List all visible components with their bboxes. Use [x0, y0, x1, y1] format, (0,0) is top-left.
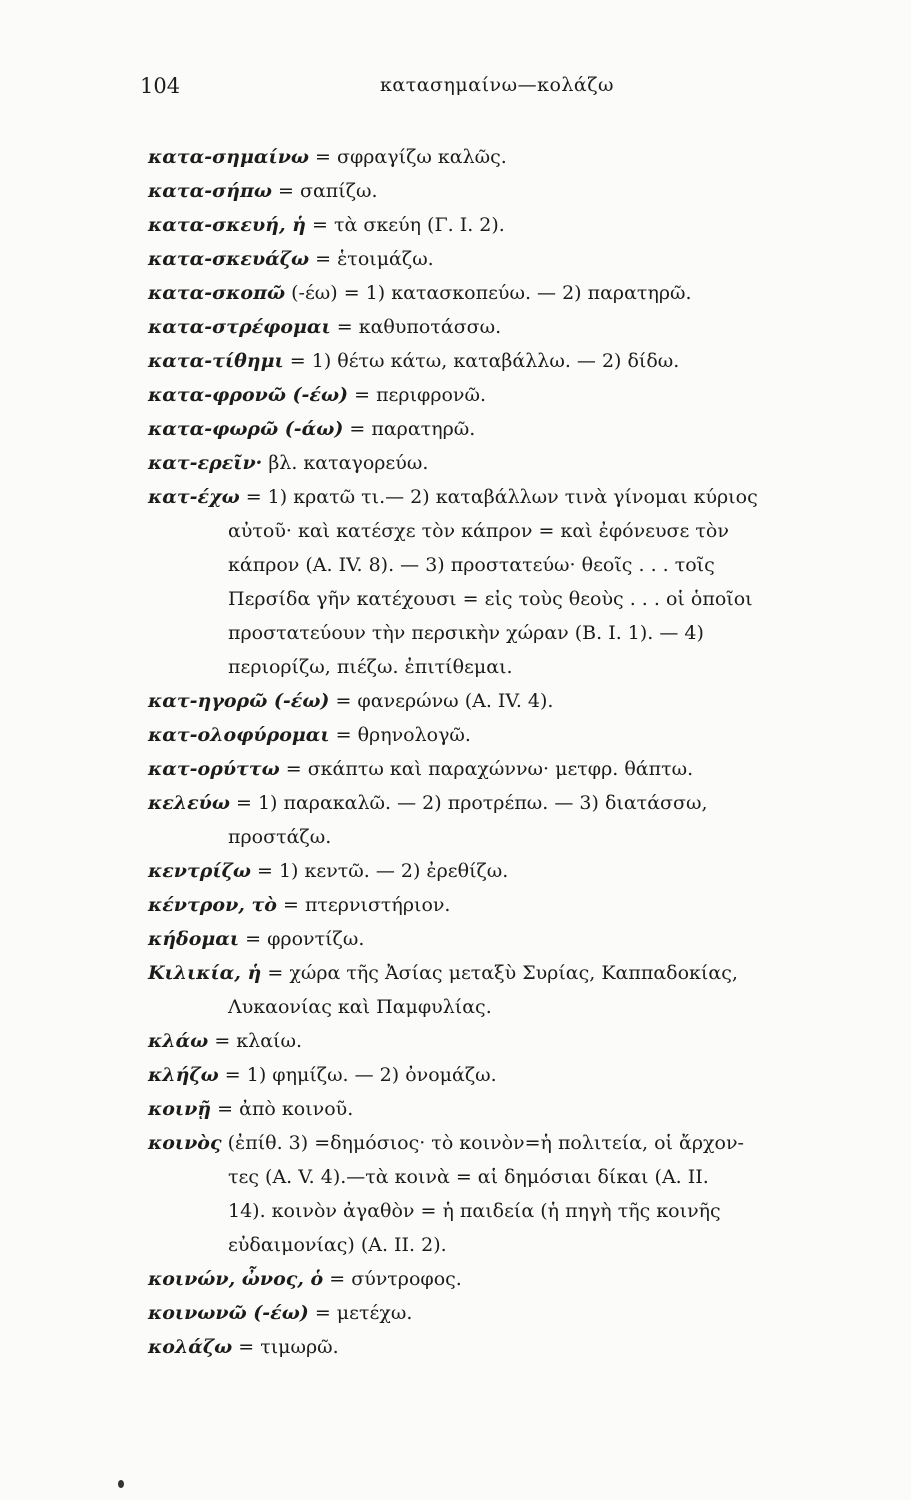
- dictionary-entry: [148, 140, 888, 174]
- headword: κοινωνῶ (-έω): [148, 1302, 309, 1324]
- entry-list: [148, 140, 888, 1364]
- headword: κοινῇ: [148, 1098, 212, 1120]
- definition-text: προστατεύουν τὴν περσικὴν χώραν (Β. Ι. 1). — 4): [228, 622, 704, 644]
- dictionary-entry: [148, 854, 888, 888]
- entry-continuation-line: [148, 514, 888, 548]
- headword: κελεύω: [148, 792, 230, 814]
- headword: κοινών, ὦνος, ὁ: [148, 1268, 324, 1290]
- entry-continuation-line: [148, 1194, 888, 1228]
- entry-first-line: [148, 310, 888, 344]
- definition-text: = σφραγίζω καλῶς.: [315, 146, 507, 168]
- entry-first-line: [148, 140, 888, 174]
- dictionary-entry: [148, 480, 888, 684]
- entry-first-line: [148, 888, 888, 922]
- definition-text: = κλαίω.: [214, 1030, 303, 1052]
- definition-text: εὐδαιμονίας) (Α. II. 2).: [228, 1234, 447, 1256]
- definition-text: = τὰ σκεύη (Γ. Ι. 2).: [312, 214, 505, 236]
- entry-first-line: [148, 378, 888, 412]
- entry-first-line: [148, 344, 888, 378]
- definition-text: τες (Α. V. 4).—τὰ κοινὰ = αἱ δημόσιαι δίκαι (Α. II.: [228, 1166, 709, 1188]
- definition-text: = χώρα τῆς Ἀσίας μεταξὺ Συρίας, Καππαδοκίας,: [267, 962, 738, 984]
- definition-text: = σύντροφος.: [329, 1268, 462, 1290]
- dictionary-entry: [148, 1024, 888, 1058]
- entry-first-line: [148, 446, 888, 480]
- entry-first-line: [148, 684, 888, 718]
- definition-text: = ἀπὸ κοινοῦ.: [217, 1098, 354, 1120]
- headword: κοινὸς: [148, 1132, 222, 1154]
- entry-first-line: [148, 208, 888, 242]
- headword: κατα-σκευάζω: [148, 248, 310, 270]
- definition-text: = φροντίζω.: [245, 928, 365, 950]
- dictionary-entry: [148, 888, 888, 922]
- headword: κατ-ερεῖν·: [148, 452, 263, 474]
- entry-continuation-line: [148, 582, 888, 616]
- dictionary-entry: [148, 1296, 888, 1330]
- definition-text: περιορίζω, πιέζω. ἐπιτίθεμαι.: [228, 656, 513, 678]
- dictionary-entry: [148, 684, 888, 718]
- dictionary-entry: [148, 412, 888, 446]
- headword: κήδομαι: [148, 928, 240, 950]
- dictionary-entry: [148, 1330, 888, 1364]
- entry-continuation-line: [148, 990, 888, 1024]
- definition-text: = τιμωρῶ.: [238, 1336, 339, 1358]
- dictionary-entry: [148, 276, 888, 310]
- entry-first-line: [148, 276, 888, 310]
- headword: κατα-σκοπῶ: [148, 282, 286, 304]
- definition-text: 14). κοινὸν ἀγαθὸν = ἡ παιδεία (ἡ πηγὴ τῆς κοινῆς: [228, 1200, 721, 1222]
- dictionary-entry: [148, 1262, 888, 1296]
- dictionary-entry: [148, 718, 888, 752]
- definition-text: (ἐπίθ. 3) =δημόσιος· τὸ κοινὸν=ἡ πολιτεία, οἱ ἄρχον-: [227, 1132, 744, 1154]
- headword: κατ-ολοφύρομαι: [148, 724, 330, 746]
- entry-continuation-line: [148, 616, 888, 650]
- headword: κλάω: [148, 1030, 209, 1052]
- definition-text: κάπρον (Α. IV. 8). — 3) προστατεύω· θεοῖς . . . τοῖς: [228, 554, 715, 576]
- entry-first-line: [148, 480, 888, 514]
- entry-first-line: [148, 786, 888, 820]
- entry-first-line: [148, 1296, 888, 1330]
- headword: κεντρίζω: [148, 860, 251, 882]
- definition-text: = μετέχω.: [314, 1302, 413, 1324]
- dictionary-entry: [148, 786, 888, 854]
- dictionary-entry: [148, 378, 888, 412]
- entry-first-line: [148, 1058, 888, 1092]
- definition-text: = περιφρονῶ.: [354, 384, 487, 406]
- definition-text: αὐτοῦ· καὶ κατέσχε τὸν κάπρον = καὶ ἐφόνευσε τὸν: [228, 520, 729, 542]
- entry-first-line: [148, 1126, 888, 1160]
- headword: κατ-ορύττω: [148, 758, 280, 780]
- headword: Κιλικία, ἡ: [148, 962, 262, 984]
- entry-continuation-line: [148, 820, 888, 854]
- dictionary-entry: [148, 446, 888, 480]
- entry-first-line: [148, 752, 888, 786]
- dictionary-entry: [148, 956, 888, 1024]
- dictionary-entry: [148, 1092, 888, 1126]
- definition-text: = θρηνολογῶ.: [335, 724, 471, 746]
- headword: κατα-τίθημι: [148, 350, 284, 372]
- definition-text: = σαπίζω.: [278, 180, 378, 202]
- headword: κολάζω: [148, 1336, 233, 1358]
- headword: κατα-στρέφομαι: [148, 316, 331, 338]
- definition-text: = πτερνιστήριον.: [282, 894, 451, 916]
- running-head: κατασημαίνω—κολάζω: [380, 74, 615, 96]
- definition-text: = 1) θέτω κάτω, καταβάλλω. — 2) δίδω.: [289, 350, 680, 372]
- dictionary-entry: [148, 174, 888, 208]
- definition-text: προστάζω.: [228, 826, 332, 848]
- dictionary-entry: [148, 344, 888, 378]
- definition-text: Περσίδα γῆν κατέχουσι = εἰς τοὺς θεοὺς . . . οἱ ὁποῖοι: [228, 588, 753, 610]
- entry-first-line: [148, 1330, 888, 1364]
- headword: κατα-φρονῶ (-έω): [148, 384, 349, 406]
- entry-first-line: [148, 718, 888, 752]
- entry-first-line: [148, 1024, 888, 1058]
- dictionary-entry: [148, 242, 888, 276]
- entry-first-line: [148, 1092, 888, 1126]
- dictionary-entry: [148, 752, 888, 786]
- definition-text: = 1) κεντῶ. — 2) ἐρεθίζω.: [256, 860, 509, 882]
- definition-text: = σκάπτω καὶ παραχώννω· μετφρ. θάπτω.: [285, 758, 694, 780]
- definition-text: = 1) παρακαλῶ. — 2) προτρέπω. — 3) διατάσσω,: [235, 792, 708, 814]
- dictionary-entry: [148, 1126, 888, 1262]
- entry-first-line: [148, 174, 888, 208]
- entry-first-line: [148, 242, 888, 276]
- definition-text: βλ. καταγορεύω.: [268, 452, 429, 474]
- definition-text: = φανερώνω (Α. IV. 4).: [335, 690, 554, 712]
- entry-continuation-line: [148, 548, 888, 582]
- headword: κατ-έχω: [148, 486, 240, 508]
- dictionary-entry: [148, 208, 888, 242]
- definition-text: = ἑτοιμάζω.: [315, 248, 434, 270]
- entry-continuation-line: [148, 1228, 888, 1262]
- entry-continuation-line: [148, 1160, 888, 1194]
- definition-text: (-έω) = 1) κατασκοπεύω. — 2) παρατηρῶ.: [291, 282, 692, 304]
- entry-continuation-line: [148, 650, 888, 684]
- page-number: 104: [140, 74, 181, 98]
- entry-first-line: [148, 922, 888, 956]
- definition-text: = παρατηρῶ.: [349, 418, 476, 440]
- definition-text: = καθυποτάσσω.: [336, 316, 502, 338]
- headword: κλήζω: [148, 1064, 219, 1086]
- headword: κατα-σήπω: [148, 180, 272, 202]
- entry-first-line: [148, 956, 888, 990]
- headword: κατα-σημαίνω: [148, 146, 309, 168]
- entry-first-line: [148, 854, 888, 888]
- headword: κατ-ηγορῶ (-έω): [148, 690, 330, 712]
- dictionary-entry: [148, 1058, 888, 1092]
- definition-text: = 1) φημίζω. — 2) ὀνομάζω.: [224, 1064, 497, 1086]
- ink-speck: [118, 1480, 124, 1488]
- page-header: [140, 74, 840, 110]
- dictionary-entry: [148, 310, 888, 344]
- dictionary-entry: [148, 922, 888, 956]
- headword: κατα-σκευή, ἡ: [148, 214, 306, 236]
- headword: κέντρον, τὸ: [148, 894, 277, 916]
- entry-first-line: [148, 412, 888, 446]
- definition-text: = 1) κρατῶ τι.— 2) καταβάλλων τινὰ γίνομαι κύριος: [245, 486, 758, 508]
- definition-text: Λυκαονίας καὶ Παμφυλίας.: [228, 996, 492, 1018]
- headword: κατα-φωρῶ (-άω): [148, 418, 344, 440]
- entry-first-line: [148, 1262, 888, 1296]
